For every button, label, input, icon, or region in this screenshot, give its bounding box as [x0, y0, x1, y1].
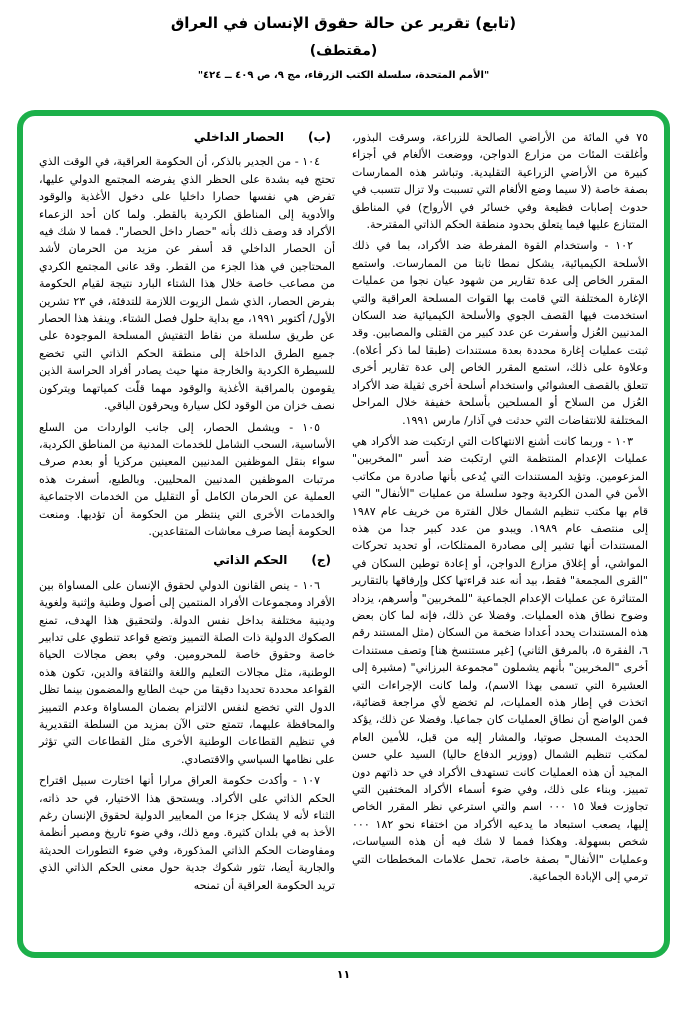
section-marker-c: (ج) — [311, 553, 331, 568]
paragraph-101-continuation: ٧٥ في المائة من الأراضي الصالحة للزراعة، وسرقت البذور، وأغلقت المئات من مزارع الدواجن، ووضعت الألغام في أجزاء كبيرة من الأراضي الزراعية التقليدية. وتباشر هذه الممارسات بصفة خاصة (لا سيما وضع الألغام التي تسببت ولا تزال تتسبب في حدوث إصابات فظيعة وفي خسائر في الأرواح) في المناطق المتنازع عليها فيما يتعلق بحدود منطقة الحكم الذاتي المقترحة. — [352, 131, 648, 232]
section-title-autonomy: الحكم الذاتي — [213, 553, 288, 568]
column-left — [39, 129, 335, 944]
page-header — [0, 14, 687, 81]
green-border-frame — [17, 110, 670, 958]
paragraph-107: ١٠٧ - وأكدت حكومة العراق مرارا أنها اختارت سبيل اقتراح الحكم الذاتي على الأكراد. ويستحق هذا الاختيار، في حد ذاته، الثناء لأنه لا يشكل جزءا من المعايير الدولية لحقوق الإنسان رغم الأخذ به في بلدان كثيرة. ومع ذلك، وفي ضوء تاريخ ومصير أنظمة ومفاوضات الحكم الذاتي المذكورة، وفي ضوء التطورات الحديثة والجارية أيضا، تثور شكوك جدية حول معنى الحكم الذاتي الذي تريد الحكومة العراقية أن تمنحه — [39, 774, 335, 892]
page-number: ١١ — [336, 968, 351, 981]
two-column-layout — [39, 129, 648, 944]
section-marker-b: (ب) — [307, 130, 331, 144]
paragraph-106: ١٠٦ - ينص القانون الدولي لحقوق الإنسان على المساواة بين الأفراد ومجموعات الأفراد المنتمين إلى أصول وطنية وإثنية ولغوية ودينية مختلفة بداخل نفس الدولة. ولتحقيق هذا الهدف، تمنع الصكوك الدولية ذات الصلة التمييز وتضع قواعد تنطوي على تدابير خاصة وحقوق خاصة للمحرومين. وفي بعض مجالات الحياة الوطنية، مثل مجالات التعليم واللغة والثقافة والدين، تكون هذه القواعد محددة تحديدا دقيقا من حيث الطابع والمضمون بينما تظل الدول التي تخضع لنفس الالتزام بضمان المساواة وعدم التمييز والمحافظة عليهما، تتمتع حتى الآن بمزيد من السلطة التقديرية في تنظيم القطاعات الوطنية الأخرى مثل القطاعات التي تؤثر على نظامها السياسي والاقتصادي. — [39, 578, 335, 766]
section-heading-autonomy — [39, 552, 331, 569]
paragraph-105: ١٠٥ - ويشمل الحصار، إلى جانب الواردات من السلع الأساسية، السحب الشامل للخدمات المدنية من المناطق الكردية، سواء بنقل الموظفين المدنيين المعينين مركزيا أو بعدم صرف مرتبات الموظفين المدنيين المحليين. وبالطبع، أسفرت هذه العملية عن الحرمان الكامل أو التقليل من الخدمات الاجتماعية والخدمات الأخرى التي ينتظر من الحكومة أن تؤديها. ومنعت الحكومة أيضا صرف معاشات المتقاعدين. — [39, 420, 335, 538]
column-right — [352, 129, 648, 944]
paragraph-102: ١٠٢ - واستخدام القوة المفرطة ضد الأكراد، بما في ذلك الأسلحة الكيميائية، يشكل نمطا ثابتا من الممارسات. واستمع المقرر الخاص إلى عدة تقارير من شهود عيان نجوا من عمليات الإغارة المختلفة التي قامت بها القوات المسلحة العراقية والتي استخدمت فيها القصف الجوي والأسلحة الكيميائية ضد السكان المدنيين العُزل وأسفرت عن عدد كبير من القتلى والمصابين. وقد ثبتت عمليات إغارة محددة بعدة مستندات (طبقا لما ذكر أعلاه). وعلاوة على ذلك، استمع المقرر الخاص إلى عدة تقارير أخرى تتعلق بالقصف العشوائي واستخدام أسلحة أخرى ثقيلة ضد الأكراد العُزل من السلاح أو المسلحين بأسلحة خفيفة خلال المراحل المختلفة للانتفاضات التي حدثت في آذار/ مارس ١٩٩١. — [352, 239, 648, 427]
report-source-citation: "الأمم المتحدة، سلسلة الكتب الزرقاء، مج ٩، ص ٤٠٩ ــ ٤٢٤" — [197, 69, 490, 81]
section-title-internal-blockade: الحصار الداخلي — [193, 130, 284, 144]
report-title: (تابع) تقرير عن حالة حقوق الإنسان في العراق — [170, 14, 517, 32]
paragraph-104: ١٠٤ - من الجدير بالذكر، أن الحكومة العراقية، في الوقت الذي تحتج فيه بشدة على الحظر الذي يفرضه المجتمع الدولي عليها، تفرض هي نفسها حصارا داخليا على دخول الأغذية والوقود والأدوية إلى المناطق الكردية بالقطر. ولما كان أحد الزعماء الأكراد قد وصف ذلك بأنه "حصار داخل الحصار". فمما لا شك فيه أن الحصار الداخلي قد أسفر عن مزيد من الحرمان لأشد المحتاجين في هذا الجزء من القطر. وقد عانى المجتمع الكردي من مصاعب خاصة خلال هذا الشتاء البارد نتيجة لقيام الحكومة بفرض الحصار، الذي شمل الزيوت اللازمة للتدفئة، في ٢٣ تشرين الأول/ أكتوبر ١٩٩١، مع بداية حلول فصل الشتاء. وينفذ هذا الحصار عن طريق سلسلة من نقاط التفتيش المسلحة الموجودة على جميع الطرق الداخلة إلى منطقة الحكم الذاتي التي تخضع للسيطرة الكردية والخارجة منها حيث يصادر أفراد الحراسة الذين يقومون بالمراقبة الأغذية والوقود مهما قلّت كمياتهما ويتركون نصف خزان من الوقود لكل سيارة ويحرقون الباقي. — [39, 155, 335, 413]
report-subtitle: (مقتطف) — [309, 42, 378, 59]
section-heading-internal-blockade — [39, 129, 331, 146]
paragraph-103: ١٠٣ - وربما كانت أشنع الانتهاكات التي ارتكبت ضد الأكراد هي عمليات الإعدام المنتظمة التي ارتكبت ضد أسر "المخربين" المزعومين. وتؤيد المستندات التي يُدعى بأنها صادرة من مكاتب الأمن في المدن الكردية وجود سلسلة من عمليات "الأنفال" التي قام بها مكتب تنظيم الشمال خلال الفترة من خريف عام ١٩٨٧ إلى منتصف عام ١٩٨٩. ويبدو من عدد كبير جدا من هذه المستندات أنها تشير إلى مصادرة الممتلكات، أو تحديد تحركات المواشي، أو إغلاق مزارع الدواجن، أو إعادة توطين السكان في "القرى المجمعة" فقط، بيد أنه عند قراءتها ككل وإرفاقها بالتقارير المتناثرة عن عمليات الإعدام الجماعية "للمخربين" وأسرهم، يزداد وضوح نطاق هذه العمليات. وفضلا عن ذلك، فإنه لما كان بعض هذه المستندات يحدد أعدادا ضخمة من السكان (مثل المستند رقم ٦، الفقرة ٥، بالمرفق الثاني) [غير مستنسخ هنا] وتصف مستندات أخرى "المخربين" بأنهم يشملون "مجموعة البرزاني" (مشيرة إلى العشيرة التي تسمى بهذا الاسم)، ولما كانت الإجراءات التي اتخذت في إطار هذه العمليات، لم تخضع لأي مراجعة قضائية، فمن الواضح أن نطاق العمليات كان جماعيا. وفضلا عن ذلك، يؤكد الحديث المسجل صوتيا، والمشار إليه من قبل، للأمين العام لمكتب تنظيم الشمال (ووزير الدفاع حاليا) السيد علي حسن المجيد أن هذه العمليات كانت تستهدف الأكراد في حد ذاتهم دون تمييز. وبناء على ذلك، وفي ضوء أسماء الأكراد المختفين التي تجاوزت فعلا ١٥ ٠٠٠ اسم والتي استرعي نظر المقرر الخاص إليها، يصعب استبعاد ما يدعيه الأكراد من اختفاء نحو ١٨٢ ٠٠٠ شخص بسهولة. وهكذا فمما لا شك فيه أن هذه السياسات، وعمليات "الأنفال" بصفة خاصة، تحمل علامات المخططات التي ترمي إلى الإبادة الجماعية. — [352, 434, 649, 884]
